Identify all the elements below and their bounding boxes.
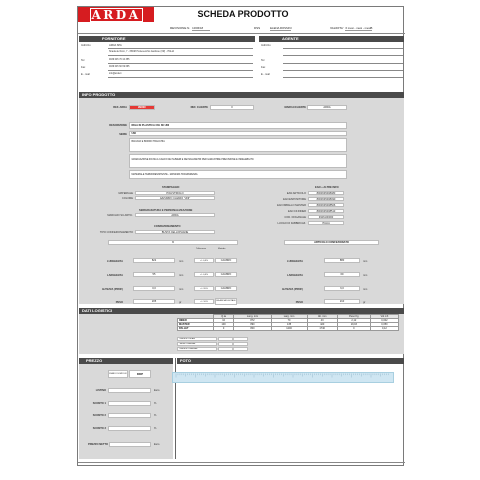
- packed-article-header: ARTICOLO CONFEZIONATO: [284, 240, 379, 245]
- page-title: SCHEDA PRODOTTO: [197, 9, 289, 19]
- incoterm-label: FRANCO DOMICILIO: [108, 370, 128, 378]
- ref-client-value: 0: [210, 105, 254, 110]
- feature-line-1: BAVUGO E BORDO TRACCHIA: [129, 138, 347, 152]
- discount-2-input[interactable]: [108, 413, 151, 418]
- revision-field: REVISIONE N. 10/06/18: [170, 25, 210, 31]
- revision-value: 10/06/18: [192, 26, 210, 31]
- supplier-tel: 0039 045 70 10 355: [109, 59, 130, 61]
- logo-text: ARDA: [91, 7, 141, 22]
- ean-master: 8003645008506: [308, 203, 344, 207]
- made-in: ITALIA: [308, 221, 344, 225]
- series-value: UNI: [129, 131, 347, 136]
- layers-per-pallet-label: Strati x bancale: [177, 342, 217, 346]
- arda-logo: [78, 7, 154, 22]
- code-field: DSS ELENA ROSSINI: [254, 25, 292, 30]
- logistics-header: DATI LOGISTICI: [79, 308, 404, 314]
- supplier-address: Strada del Foro, 7 - 35048 Pontevecchio Gardone (VR) - ITALIA: [109, 51, 175, 53]
- agent-header: AGENTE: [259, 36, 404, 42]
- ref-arda-value: 2B80C: [129, 105, 155, 110]
- net-price-input[interactable]: [109, 442, 151, 447]
- pack-type-value: BUSTA CELLOPHANE: [135, 230, 215, 234]
- photo-header: FOTO: [177, 358, 404, 364]
- description-value: RIGA IN PLASTICA CM. 80 UNI: [129, 122, 347, 129]
- product-sheet: ARDA SCHEDA PRODOTTO REVISIONE N. 10/06/18 DSS ELENA ROSSINI VALIDITA' 6 mesi - mesi - mesiB FORNITORE AGENTE Indirizzo Tel Fax E - mail ARDA SPA Strada del Foro, 7 - 35048 Pontevecchio Gardone (VR) - ITALIA 0039 045 70 10 355 0039 045 60 69 665 info@arda.it Indirizzo Tel Fax E - mail INFO PRODOTTO REF. ARDA 2B80C REF. CLIENTE 0 MARCA/CLIENTE ARDA DESCRIZIONE RIGA IN PLASTICA CM. 80 UNI SERIE UNI BAVUGO E BORDO TRACCHIA GRADUAZIONE INCISA A CALDO DEI NUMERI E DEI MILLIMETRI PER GARANTIRE PRECISIONE E INDELEBILITA' MATERIALE TERMORESISTENTE - MASSIMA TRASPARENZA STAMPAGGIO MATERIALE POLISTIROLO COLORE AZZURRO CHIARO "UNI" SERIGRAFATURA E PERSONALIZZAZIONE MARCHIO SU ARTIC. ARDA CONFEZIONAMENTO TIPO CONFEZIONAMENTO BUSTA CELLOPHANE EAN + ALTRE INFO EAN ARTICOLO 8003645008483 EAN ESPOSITORE 8003645008490 EAN IMBALLO MASTER 8003645008506 EAN CF.INNER 8003645008513 COD. DOGANALE 3926100000 LUOGO DI FABBRICAZ. ITALIA 0 Tolleranza Metodo ARTICOLO CONFEZIONATO LUNGHEZZA 822 mm +/- 0,5% CALIBRO LARGHEZZA 55 mm +/- 0,5% CALIBRO ALTEZZA (PROF) 0,0 mm +/- 20% CALIBRO PESO 205 gr +/- 10% BILANCIA DIGITALE LUNGHEZZA 880 mm LARGHEZZA 69 mm ALTEZZA (PROF) 6,0 mm PESO 210 gr DATI LOGISTICI Q.ta Lung. mm Larg. mm Alt. mm Peso Kg Vol m3 INNER 10 872 70 43 2,12 0,002 MASTER 100 890 135 420 19,03 0,050 PALLET 0 800 1200 1740 0 0,12 Cartoni x strato 0 Strati x bancale 0 Cartoni x bancale 0 PREZZO FRANCO DOMICILIO DDP LISTINO Euro SCONTO 1 % SCONTO 2 % SCONTO 3 % PREZZO NETTO Euro FOTO: [77, 6, 404, 466]
- product-info-header: INFO PRODOTTO: [79, 92, 404, 98]
- ruler-ticks: [173, 373, 395, 384]
- table-row: MASTER 100 890 135 420 19,03 0,050: [178, 323, 399, 327]
- supplier-header: FORNITORE: [79, 36, 255, 42]
- printed-brand-value: ARDA: [135, 213, 215, 217]
- discount-3-input[interactable]: [108, 426, 151, 431]
- price-header: PREZZO: [79, 358, 173, 364]
- validity-value: 6 mesi - mesi - mesiB: [345, 25, 373, 30]
- cartons-per-pallet-label: Cartoni x bancale: [177, 347, 217, 351]
- logistics-table: [177, 314, 399, 331]
- ruler-photo: [172, 372, 394, 383]
- ean-article: 8003645008483: [308, 191, 344, 195]
- article-measures-header: 0: [108, 240, 238, 245]
- cartons-per-layer-label: Cartoni x strato: [177, 337, 217, 341]
- supplier-fax: 0039 045 60 69 665: [109, 66, 130, 68]
- customs-code: 3926100000: [308, 215, 344, 219]
- ean-inner: 8003645008513: [308, 209, 344, 213]
- feature-line-2: GRADUAZIONE INCISA A CALDO DEI NUMERI E DEI MILLIMETRI PER GARANTIRE PRECISIONE E INDELEBILITA': [129, 154, 347, 168]
- validity-field: VALIDITA' 6 mesi - mesi - mesiB: [330, 25, 373, 30]
- discount-1-input[interactable]: [108, 401, 151, 406]
- cartons-per-layer-value: 0: [218, 337, 248, 341]
- incoterm-value: DDP: [129, 370, 151, 378]
- brand-value: ARDA: [307, 105, 347, 110]
- cartons-per-pallet-value: 0: [218, 347, 248, 351]
- feature-line-3: MATERIALE TERMORESISTENTE - MASSIMA TRASPARENZA: [129, 170, 347, 179]
- supplier-email: info@arda.it: [109, 73, 122, 75]
- ean-display: 8003645008490: [308, 197, 344, 201]
- table-row: INNER 10 872 70 43 2,12 0,002: [178, 319, 399, 323]
- color-value: AZZURRO CHIARO "UNI": [135, 196, 215, 200]
- logistics-header-row: Q.ta Lung. mm Larg. mm Alt. mm Peso Kg Vol m3: [178, 315, 399, 319]
- code-value: ELENA ROSSINI: [270, 25, 292, 30]
- layers-per-pallet-value: 0: [218, 342, 248, 346]
- supplier-name: ARDA SPA: [109, 44, 122, 47]
- material-value: POLISTIROLO: [135, 191, 215, 195]
- table-row: PALLET 0 800 1200 1740 0 0,12: [178, 327, 399, 331]
- list-price-input[interactable]: [108, 388, 151, 393]
